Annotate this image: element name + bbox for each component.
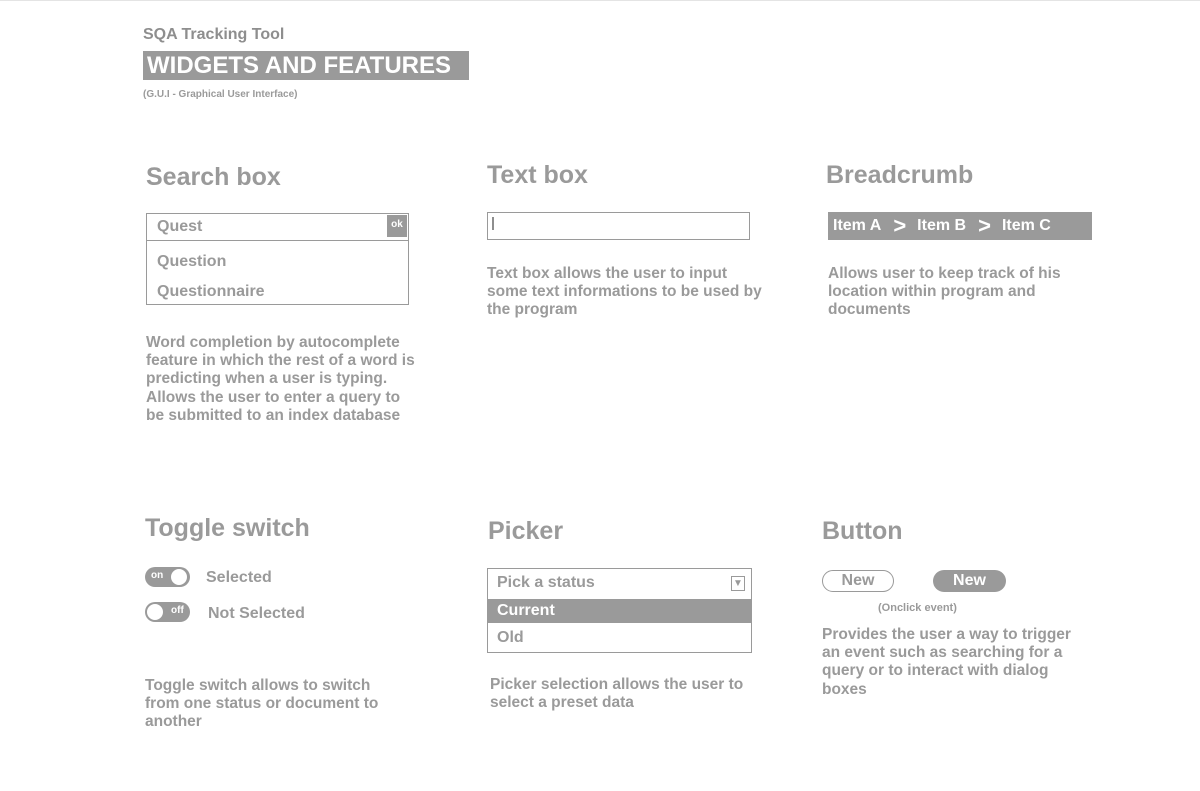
breadcrumb-separator-icon: >: [978, 213, 991, 238]
toggle-on-label: on: [151, 570, 164, 581]
search-suggestion-item[interactable]: Questionnaire: [157, 283, 265, 300]
picker-select[interactable]: [488, 569, 751, 599]
breadcrumb-item-c[interactable]: Item C: [1001, 217, 1051, 234]
search-input-value: Quest: [157, 218, 203, 235]
toggle-off-label: off: [171, 605, 184, 616]
picker-title: Picker: [488, 517, 564, 545]
app-title: SQA Tracking Tool: [143, 26, 285, 43]
text-caret: [492, 217, 494, 230]
breadcrumb-item-b[interactable]: Item B: [917, 217, 967, 234]
text-input[interactable]: [487, 212, 750, 240]
picker-description: Picker selection allows the user to select a preset data: [490, 676, 744, 712]
text-box-description: Text box allows the user to input some text informations to be used by the program: [487, 265, 762, 319]
toggle-switch-on[interactable]: [145, 567, 190, 587]
toggle-switch-title: Toggle switch: [145, 514, 310, 542]
toggle-knob: [170, 568, 188, 586]
picker-option-old[interactable]: Old: [497, 629, 524, 646]
text-box-title: Text box: [487, 161, 588, 189]
search-input[interactable]: [147, 214, 408, 241]
picker-placeholder: Pick a status: [497, 574, 595, 591]
breadcrumb: [828, 212, 1092, 240]
dropdown-arrow-icon[interactable]: ▼: [731, 576, 745, 591]
onclick-event-note: (Onclick event): [878, 602, 957, 614]
search-box: [146, 213, 409, 305]
search-suggestion-item[interactable]: Question: [157, 253, 227, 270]
toggle-switch-off[interactable]: [145, 602, 190, 622]
breadcrumb-item-a[interactable]: Item A: [833, 217, 882, 234]
page-title: WIDGETS AND FEATURES: [143, 51, 469, 80]
status-picker: [487, 568, 752, 653]
button-title: Button: [822, 517, 903, 545]
toggle-not-selected-label: Not Selected: [208, 605, 305, 622]
search-box-description: Word completion by autocomplete feature in which the rest of a word is predicting when a user is typing. Allows the user to enter a query to be submitted to an index database: [146, 334, 415, 424]
toggle-knob: [146, 603, 164, 621]
page-subtitle: (G.U.I - Graphical User Interface): [143, 89, 298, 100]
breadcrumb-description: Allows user to keep track of his location within program and documents: [828, 265, 1061, 319]
search-ok-button[interactable]: ok: [387, 215, 407, 237]
button-description: Provides the user a way to trigger an event such as searching for a query or to interact with dialog boxes: [822, 626, 1071, 698]
toggle-switch-description: Toggle switch allows to switch from one status or document to another: [145, 677, 379, 731]
breadcrumb-separator-icon: >: [893, 213, 907, 238]
search-box-title: Search box: [146, 163, 281, 191]
toggle-selected-label: Selected: [206, 569, 272, 586]
breadcrumb-title: Breadcrumb: [826, 161, 974, 189]
new-button-filled[interactable]: New: [933, 570, 1006, 592]
new-button-outline[interactable]: New: [822, 570, 894, 592]
picker-option-current[interactable]: Current: [488, 599, 751, 623]
